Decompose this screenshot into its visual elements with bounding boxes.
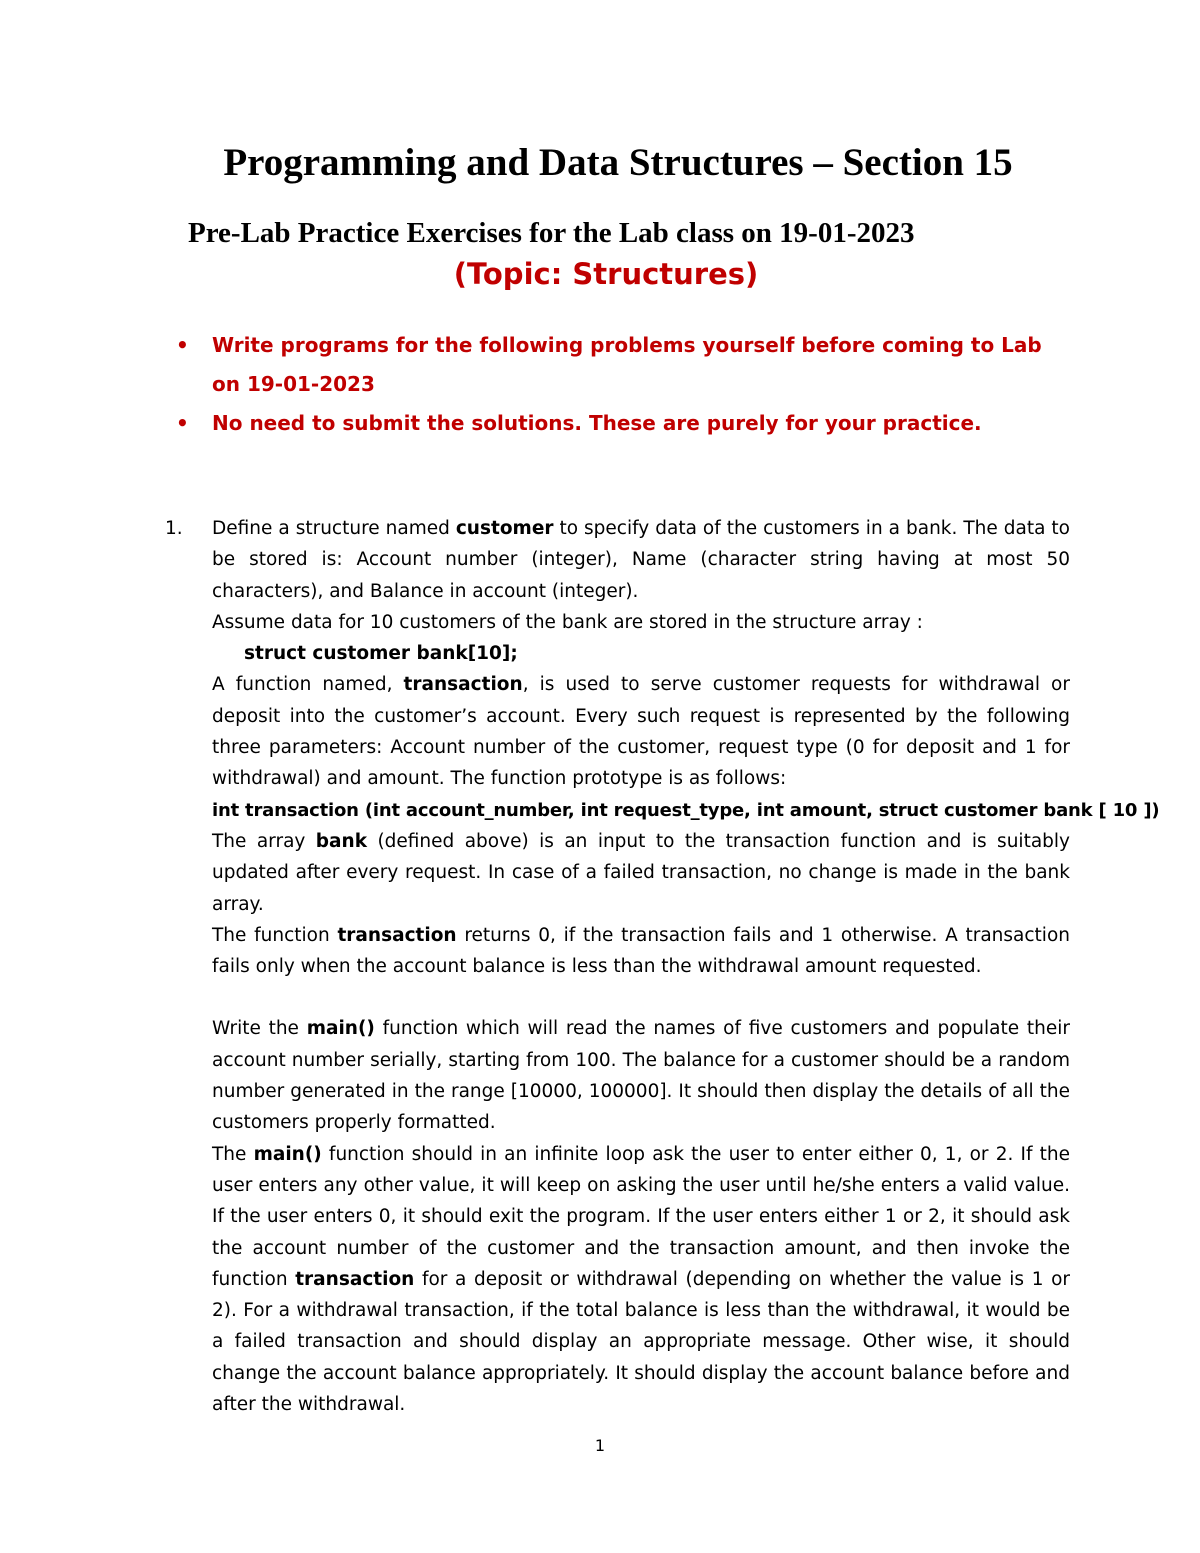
keyword-main: main() — [253, 1143, 322, 1165]
topic-heading: (Topic: Structures) — [453, 257, 759, 291]
text-run: for a deposit or withdrawal (depending on whether the value is 1 or 2). For a withdrawal transaction, if the total balance is less than the withdrawal, it would be a failed transaction and should display an appropriate message. Other wise, it should change the account balance appropriately. It should display the account balance before and after the withdrawal. — [212, 1268, 1071, 1416]
keyword-transaction: transaction — [403, 674, 523, 696]
instruction-text: Write programs for the following problems yourself before coming to Lab on 19-01-2023 — [212, 333, 1042, 396]
paragraph-bank-array — [212, 826, 1070, 920]
text-run: The array — [212, 830, 316, 852]
function-prototype: int transaction (int account_number, int request_type, int amount, struct customer bank [ 10 ]) — [212, 799, 1160, 821]
text-run: function should in an infinite loop ask the user to enter either 0, 1, or 2. If the user enters any other value, it will keep on asking the user until he/she enters a valid value. If the user enters 0, it should exit the program. If the user enters either 1 or 2, it should ask the account number of the customer and the transaction amount, and then invoke the function — [212, 1143, 1070, 1290]
subtitle: Pre-Lab Practice Exercises for the Lab class on 19-01-2023 — [188, 217, 915, 249]
text-run: A function named, — [212, 674, 404, 696]
paragraph-array-assumption: Assume data for 10 customers of the bank are stored in the structure array : — [212, 611, 923, 633]
bullet-icon: • — [176, 333, 189, 357]
text-run: The — [212, 1143, 254, 1165]
bullet-icon: • — [176, 411, 189, 435]
instruction-item — [170, 326, 1070, 404]
instruction-item — [170, 404, 1070, 443]
text-run: returns 0, if the transaction fails and 1 otherwise. A transaction fails only when the account balance is less than the withdrawal amount requested. — [212, 924, 1070, 978]
text-run: function which will read the names of five customers and populate their account number serially, starting from 100. The balance for a customer should be a random number generated in the range [10000, 100000]. It should then display the details of all the customers properly formatted. — [212, 1018, 1070, 1134]
paragraph-return-value — [212, 920, 1070, 983]
page-title: Programming and Data Structures – Section 15 — [223, 141, 1013, 184]
text-run: (defined above) is an input to the transaction function and is suitably updated after every request. In case of a failed transaction, no change is made in the bank array. — [212, 830, 1070, 915]
problem-body — [212, 513, 1160, 1420]
instruction-text: No need to submit the solutions. These are purely for your practice. — [212, 411, 982, 435]
paragraph-transaction-function — [212, 669, 1070, 794]
keyword-customer: customer — [455, 518, 554, 539]
keyword-transaction: transaction — [295, 1268, 415, 1290]
text-run: Define a structure named — [212, 518, 456, 539]
problem-1 — [165, 513, 1160, 1420]
text-run: Write the — [212, 1018, 307, 1040]
text-run: , is used to serve customer requests for withdrawal or deposit into the customer’s account. Every such request is represented by the following three parameters: Account number of the customer, request type (0 for deposit and 1 for withdrawal) and amount. The function prototype is as follows: — [212, 674, 1070, 790]
instruction-list — [170, 326, 1070, 443]
keyword-transaction: transaction — [337, 924, 457, 946]
problem-number: 1. — [165, 518, 183, 539]
text-run: The function — [212, 924, 338, 946]
paragraph-gap — [212, 982, 1070, 1013]
code-declaration: struct customer bank[10]; — [244, 643, 518, 665]
paragraph-structure-definition — [212, 513, 1070, 607]
text-run: to specify data of the customers in a bank. The data to be stored is: Account number (integer), Name (character string having at most 50 characters), and Balance in account (integer). — [212, 518, 1070, 602]
page-number: 1 — [594, 1436, 606, 1455]
paragraph-main-loop — [212, 1139, 1070, 1421]
paragraph-main-read — [212, 1013, 1070, 1138]
keyword-bank: bank — [315, 830, 367, 852]
keyword-main: main() — [306, 1018, 375, 1040]
